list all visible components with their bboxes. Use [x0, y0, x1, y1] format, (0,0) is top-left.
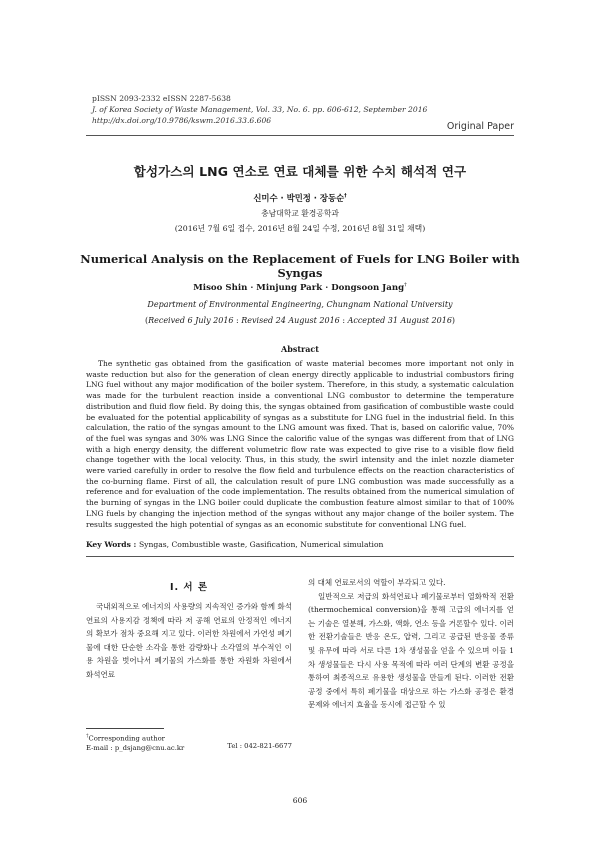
- abstract-heading: Abstract: [281, 344, 319, 354]
- header-rule: [86, 135, 514, 136]
- left-column-text: 국내외적으로 에너지의 사용량의 지속적인 증가와 함께 화석연료의 사용지감 정책에 따라 저 공해 연료의 안정적인 에너지의 확보가 점차 중요해 지고 있다. 이러한 차원에서 가연성 폐기물에 대한 단순한 소각을 통한 감량화나 소각열의 부수적인 이용 차원을 벗어나서 폐기물의 가스화를 통한 자원화 차원에서 화석연료: [86, 602, 292, 679]
- right-paragraph-continued: 의 대체 연료로서의 역할이 부각되고 있다.: [308, 578, 446, 587]
- korean-title: 합성가스의 LNG 연소로 연료 대체를 위한 수치 해석적 연구: [133, 164, 467, 179]
- english-affiliation: Department of Environmental Engineering, Chungnam National University: [147, 300, 453, 309]
- footnote: †Corresponding author E-mail : p_dsjang@cnu.ac.kr Tel : 042-821-6677: [86, 733, 292, 753]
- footnote-email: E-mail : p_dsjang@cnu.ac.kr: [86, 744, 185, 753]
- journal-header: [92, 93, 427, 126]
- section-heading: I. 서 론: [169, 582, 209, 593]
- keywords: Key Words : Syngas, Combustible waste, Gasification, Numerical simulation: [86, 540, 384, 549]
- korean-authors: 신미수 · 박민정 · 장동순†: [253, 193, 347, 203]
- keywords-rule: [86, 556, 514, 557]
- page-number: 606: [292, 796, 308, 805]
- journal-citation: J. of Korea Society of Waste Management, Vol. 33, No. 6. pp. 606-612, September 2016: [92, 105, 428, 114]
- footnote-rule: [86, 728, 164, 729]
- korean-affiliation: 충남대학교 환경공학과: [261, 209, 339, 218]
- right-paragraph: 일반적으로 저급의 화석연료나 폐기물로부터 열화학적 전환(thermochemical conversion)을 통해 고급의 에너지를 얻는 기술은 열분해, 가스화, 액화, 연소 등을 거론할수 있다. 이러한 전환기술들은 반응 온도, 압력, 그리고 공급된 반응물 종류 및 유무에 따라 서로 다른 1차 생성물을 얻을 수 있으며 이들 1차 생성물들은 다시 사용 목적에 따라 여러 단계의 변환 공정을 통하여 최종적으로 유용한 생성물을 만들게 된다. 이러한 전환 공정 중에서 특히 폐기물을 대상으로 하는 가스화 공정은 환경문제와 에너지 효율을 동시에 접근할 수 있: [308, 591, 514, 710]
- english-dates: (Received 6 July 2016 : Revised 24 August 2016 : Accepted 31 August 2016): [144, 316, 456, 325]
- abstract-body: The synthetic gas obtained from the gasification of waste material becomes more important not only in waste reduction but also for the generation of clean energy directly applicable to industrial combustors firing LNG fuel without any major modification of the boiler system. Therefore, in this study, a systematic calculation was made for the turbulent reaction inside a conventional LNG combustor to determine the temperature distribution and fluid flow field. By doing this, the syngas obtained from gasification of combustible waste could be evaluated for the potential applicability of syngas as a substitute for LNG fuel in the industrial field. In this calculation, the ratio of the syngas amount to the LNG amount was fixed. That is, based on calorific value, 70% of the fuel was syngas and 30% was LNG Since the calorific value of the syngas was different from that of LNG with a high energy density, the different volumetric flow rate was expected to give rise to a visible flow field change together with the local velocity. Thus, in this study, the swirl intensity and the inlet nozzle diameter were varied carefully in order to resolve the flow field and turbulence effects on the reaction characteristics of the co-burning flame. First of all, the calculation result of pure LNG combustion was made successfully as a reference and for evaluation of the code implementation. The results obtained from the numerical simulation of the burning of syngas in the LNG boiler could duplicate the combustion feature almost similar to that of 100% LNG fuels by changing the injection method of the syngas without any major change of the boiler system. The results suggested the high potential of syngas as an economic substitute for conventional LNG fuel.: [86, 359, 514, 529]
- footnote-tel: Tel : 042-821-6677: [227, 742, 292, 750]
- korean-dates: (2016년 7월 6일 접수, 2016년 8월 24일 수정, 2016년 8월 31일 채택): [174, 224, 426, 233]
- right-column-text: [308, 576, 514, 712]
- doi-link[interactable]: http://dx.doi.org/10.9786/kswm.2016.33.6.606: [92, 116, 272, 125]
- issn-line: pISSN 2093-2332 eISSN 2287-5638: [92, 94, 231, 103]
- english-authors: Misoo Shin · Minjung Park · Dongsoon Jang†: [193, 282, 407, 293]
- article-type-label: Original Paper: [446, 121, 514, 132]
- english-title: Numerical Analysis on the Replacement of Fuels for LNG Boiler with Syngas: [80, 252, 520, 280]
